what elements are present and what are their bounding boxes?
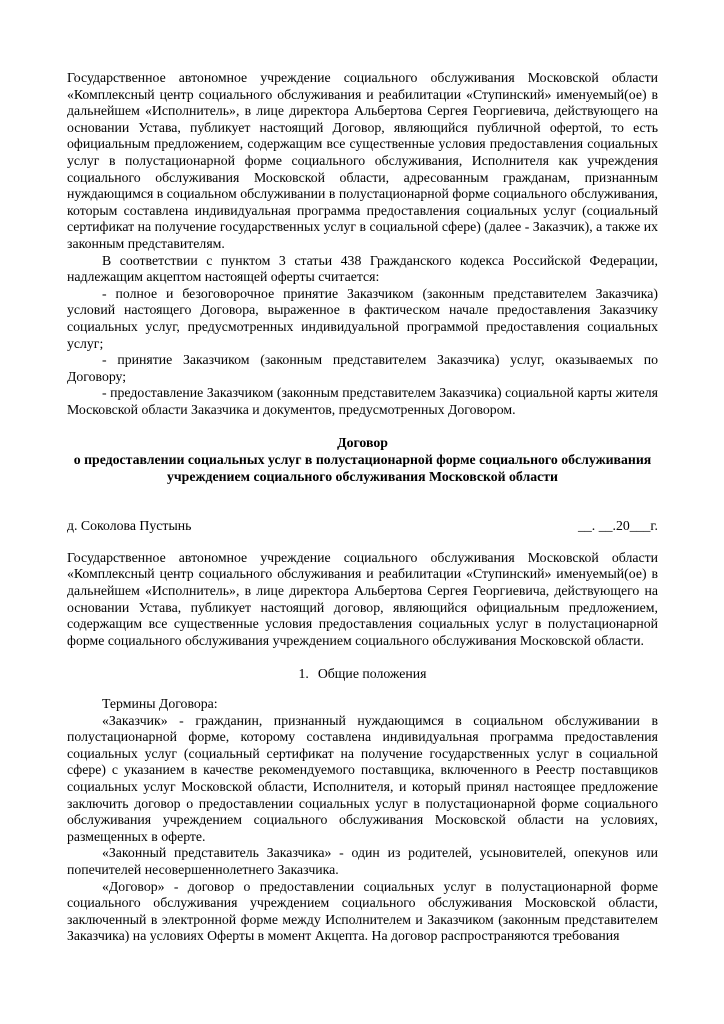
section-1-heading — [67, 666, 658, 683]
terms-label-paragraph: Термины Договора: — [102, 696, 218, 711]
term-representative-paragraph: «Законный представитель Заказчика» - один из родителей, усыновителей, опекунов или попечителей несовершеннолетнего Заказчика. — [67, 845, 658, 877]
acceptance-item-3: - предоставление Заказчиком (законным представителем Заказчика) социальной карты жителя Московской области Заказчика и документов, предусмотренных Договором. — [67, 385, 658, 417]
preamble-paragraph: Государственное автономное учреждение социального обслуживания Московской области «Комплексный центр социального обслуживания и реабилитации «Ступинский» именуемый(ое) в дальнейшем «Исполнитель», в лице директора Альбертова Сергея Георгиевича, действующего на основании Устава, публикует настоящий Договор, являющийся публичной офертой, то есть официальным предложением, содержащим все существенные условия предоставления социальных услуг в полустационарной форме социального обслуживания, Исполнителя как учреждения социального обслуживания Московской области, адресованным гражданам, признанным нуждающимся в социальном обслуживании в полустационарной форме социального обслуживания, которым составлена индивидуальная программа предоставления социальных услуг (социальный сертификат на получение государственных услуг в социальной сфере) (далее - Заказчик), а также их законным представителям. — [67, 70, 658, 251]
contract-title-line-3: учреждением социального обслуживания Московской области — [167, 468, 558, 484]
contract-title-line-2: о предоставлении социальных услуг в полустационарной форме социального обслуживания — [73, 452, 652, 468]
offer-paragraph: Государственное автономное учреждение социального обслуживания Московской области «Комплексный центр социального обслуживания и реабилитации «Ступинский» именуемый(ое) в дальнейшем «Исполнитель», в лице директора Альбертова Сергея Георгиевича, действующего на основании Устава, публикует настоящий договор, являющийся официальным предложением, содержащим все существенные условия предоставления социальных услуг в полустационарной форме социального обслуживания учреждением социального обслуживания Московской области. — [67, 549, 658, 648]
section-1-title: Общие положения — [317, 666, 427, 682]
section-1-number: 1. — [298, 666, 309, 682]
term-contract-paragraph: «Договор» - договор о предоставлении социальных услуг в полустационарной форме социального обслуживания учреждением социального обслуживания Московской области, заключенный в электронной форме между Исполнителем и Заказчиком (законным представителем Заказчика) на условиях Оферты в момент Акцепта. На договор распространяются требования — [67, 878, 658, 944]
contract-title — [67, 435, 658, 485]
place-date-row — [67, 518, 658, 535]
document-page — [67, 70, 658, 945]
place-label: д. Соколова Пустынь — [67, 518, 192, 534]
acceptance-intro-paragraph: В соответствии с пунктом 3 статьи 438 Гражданского кодекса Российской Федерации, надлежащим акцептом настоящей оферты считается: — [67, 252, 658, 285]
acceptance-item-1: - полное и безоговорочное принятие Заказчиком (законным представителем Заказчика) условий настоящего Договора, выраженное в фактическом начале предоставления Заказчику социальных услуг, предусмотренных индивидуальной программой предоставления социальных услуг; — [67, 285, 658, 351]
term-customer-paragraph: «Заказчик» - гражданин, признанный нуждающимся в социальном обслуживании в полустационарной форме, которому составлена индивидуальная программа предоставления социальных услуг (социальный сертификат на получение государственных услуг в социальной сфере) с указанием в качестве рекомендуемого поставщика, включенного в Реестр поставщиков социальных услуг Московской области, Исполнителя, и который принял настоящее предложение заключить договор о предоставлении социальных услуг в полустационарной форме социального обслуживания учреждением социального обслуживания Московской области на условиях, размещенных в оферте. — [67, 712, 658, 844]
acceptance-item-2: - принятие Заказчиком (законным представителем Заказчика) услуг, оказываемых по Договору; — [67, 352, 658, 384]
date-blank: __. __.20___г. — [578, 518, 658, 534]
contract-title-line-1: Договор — [337, 435, 388, 451]
